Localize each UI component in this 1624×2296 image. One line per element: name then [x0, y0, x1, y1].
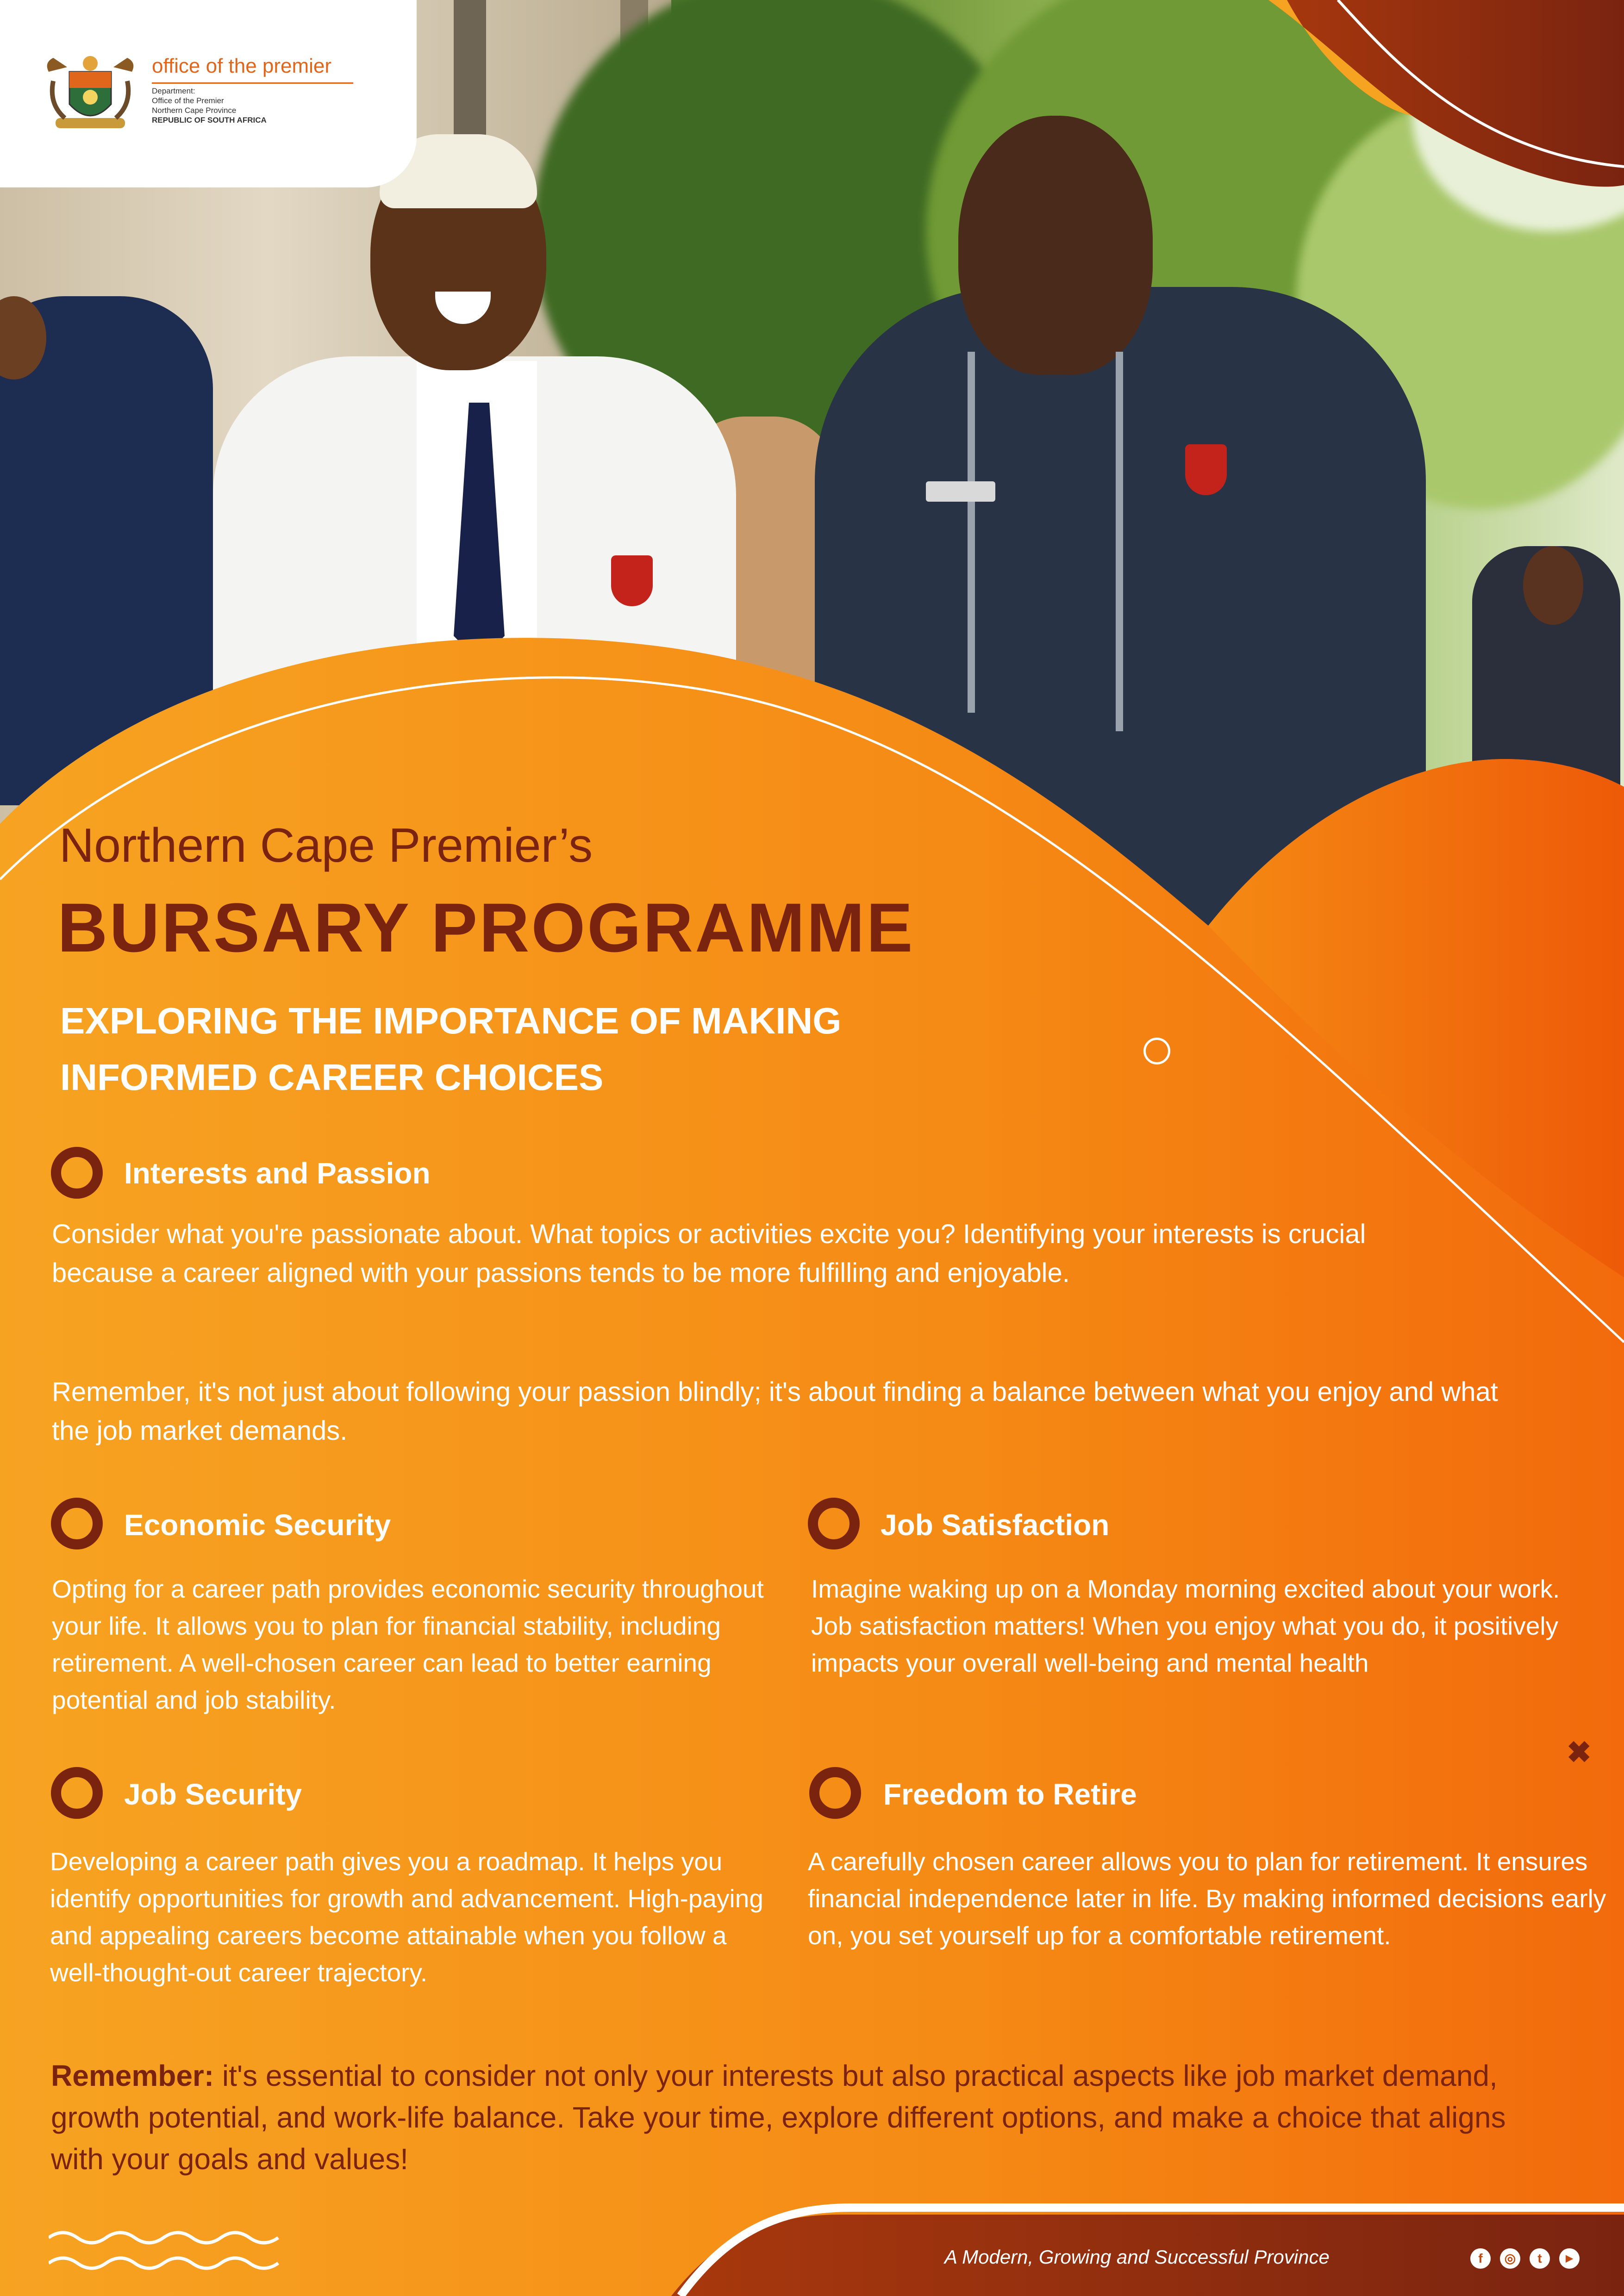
bullet-ring-icon — [51, 1498, 103, 1549]
department-title: office of the premier — [152, 55, 332, 77]
body-job-security: Developing a career path gives you a roadmap. It helps you identify opportunities for growth and advancement. High-paying and appealing careers become attainable when you follow a well-thought-out career trajectory. — [50, 1847, 763, 1987]
facebook-icon[interactable]: f — [1470, 2248, 1491, 2269]
youtube-icon[interactable]: ▶ — [1559, 2248, 1580, 2269]
wave-lines-icon — [49, 2226, 280, 2277]
department-line: REPUBLIC OF SOUTH AFRICA — [152, 116, 267, 124]
bullet-ring-icon — [51, 1767, 103, 1819]
bullet-ring-icon — [808, 1498, 860, 1549]
department-line: Office of the Premier — [152, 96, 224, 105]
subtitle: EXPLORING THE IMPORTANCE OF MAKING INFORMED CAREER CHOICES — [60, 1000, 842, 1098]
heading-job-security: Job Security — [124, 1778, 302, 1811]
footer-tagline: A Modern, Growing and Successful Province — [944, 2246, 1330, 2268]
cross-decoration-icon: ✖ — [1567, 1736, 1592, 1769]
body-interests-2: Remember, it's not just about following your passion blindly; it's about finding a balance between what you enjoy and what the job market demands. — [52, 1377, 1498, 1446]
remember-paragraph — [51, 2055, 1551, 2180]
heading-interests: Interests and Passion — [124, 1157, 431, 1190]
heading-job-satisfaction: Job Satisfaction — [881, 1508, 1110, 1542]
instagram-icon[interactable]: ◎ — [1500, 2248, 1520, 2269]
logo-card — [0, 0, 417, 187]
body-job-satisfaction: Imagine waking up on a Monday morning excited about your work. Job satisfaction matters! When you enjoy what you do, it positively impacts your overall well-being and mental health — [811, 1574, 1560, 1677]
title-line-2: BURSARY PROGRAMME — [57, 889, 915, 966]
body-economic-security: Opting for a career path provides economic security throughout your life. It allows you to plan for financial stability, including retirement. A well-chosen career can lead to better earning potential and job stability. — [52, 1574, 764, 1714]
department-rule — [152, 82, 353, 84]
twitter-icon[interactable]: t — [1530, 2248, 1550, 2269]
department-line: Department: — [152, 87, 195, 95]
coat-of-arms-icon — [39, 53, 141, 137]
remember-label: Remember: — [51, 2059, 214, 2092]
title-line-1: Northern Cape Premier’s — [59, 819, 593, 872]
heading-economic-security: Economic Security — [124, 1508, 391, 1542]
remember-text: it's essential to consider not only your interests but also practical aspects like job market demand, growth potential, and work-life balance. Take your time, explore different options, and make a choice that aligns with your goals and values! — [51, 2059, 1506, 2176]
body-freedom-to-retire: A carefully chosen career allows you to plan for retirement. It ensures financial independence later in life. By making informed decisions early on, you set yourself up for a comfortable retirement. — [808, 1847, 1606, 1950]
bullet-ring-icon — [51, 1147, 103, 1199]
body-interests-1: Consider what you're passionate about. What topics or activities excite you? Identifying your interests is crucial because a career aligned with your passions tends to be more fulfilling and enjoyable. — [52, 1219, 1366, 1288]
ring-decoration-icon — [1143, 1038, 1170, 1064]
bullet-ring-icon — [809, 1767, 861, 1819]
department-line: Northern Cape Province — [152, 106, 237, 115]
heading-freedom-to-retire: Freedom to Retire — [883, 1778, 1137, 1811]
